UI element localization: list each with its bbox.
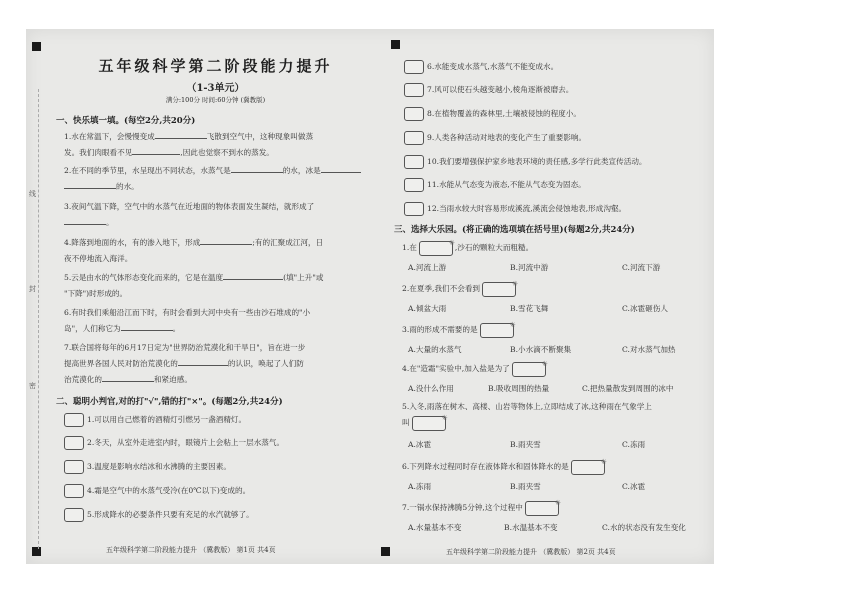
judge-item — [64, 435, 369, 451]
mc-option-c[interactable]: C.河流下游 — [622, 263, 661, 272]
section-3-heading: 三、选择大乐园。(将正确的选项填在括号里)(每题2分,共24分) — [394, 225, 635, 235]
mc-option-c[interactable]: C.把热量散发到周围的冰中 — [582, 384, 674, 393]
q1-text-d: ,因此也觉察不到水的蒸发。 — [180, 148, 274, 157]
mc-option-a[interactable]: A.大量的水蒸气 — [408, 345, 462, 354]
question-7 — [64, 340, 369, 388]
judge-answer-box[interactable] — [64, 436, 84, 450]
binding-label-seal: 封 — [29, 285, 36, 293]
judge-answer-box[interactable] — [404, 60, 424, 74]
exam-sheet — [26, 29, 714, 564]
mc-answer-box[interactable] — [512, 362, 546, 377]
mc-option-b[interactable]: B.雨夹雪 — [510, 440, 541, 449]
judge-answer-box[interactable] — [64, 484, 84, 498]
mc-option-b[interactable]: B.雨夹雪 — [510, 482, 541, 491]
q1-blank-1[interactable] — [155, 129, 207, 139]
mc-stem: 7.一锅水保持沸腾5分钟,这个过程中 — [402, 503, 523, 512]
question-5 — [64, 270, 369, 302]
page-1-footer: 五年级科学第二阶段能力提升 （冀教版） 第1页 共4页 — [106, 546, 276, 554]
q2-blank-3[interactable] — [64, 179, 116, 189]
judge-item — [64, 507, 369, 523]
judge-item — [404, 130, 709, 146]
q5-text-c: "下降")时形成的。 — [64, 289, 128, 298]
mc-options-7 — [408, 520, 714, 536]
mc-option-c[interactable]: C.水的状态没有发生变化 — [602, 523, 686, 532]
mc-options-6 — [408, 479, 714, 495]
q1-text-c: 发。我们肉眼看不见 — [64, 148, 133, 157]
judge-answer-box[interactable] — [404, 131, 424, 145]
q6-text-c: 。 — [172, 324, 181, 333]
q1-text-a: 1.水在常温下，会慢慢变成 — [64, 132, 155, 141]
mc-answer-box[interactable] — [482, 282, 516, 297]
page-1 — [26, 29, 381, 564]
judge-item — [404, 177, 709, 193]
binding-label-secret: 密 — [29, 382, 36, 390]
q4-text-a: 4.降落到地面的水，有的渗入地下，形成 — [64, 238, 201, 247]
q2-blank-2[interactable] — [321, 163, 361, 173]
q7-blank-2[interactable] — [102, 372, 154, 382]
page-2-footer: 五年级科学第二阶段能力提升 （冀教版） 第2页 共4页 — [446, 548, 616, 556]
judge-item — [404, 59, 709, 75]
page-2 — [388, 29, 714, 564]
binding-line — [38, 89, 39, 549]
mc-stem: 6.下列降水过程同时存在液体降水和固体降水的是 — [402, 462, 569, 471]
mc-answer-box[interactable] — [525, 501, 559, 516]
mc-option-b[interactable]: B.雪花飞舞 — [510, 304, 549, 313]
judge-text: 11.水能从气态变为液态,不能从气态变为固态。 — [427, 180, 586, 189]
q7-blank-1[interactable] — [178, 356, 228, 366]
mc-stem: 4.在"造霜"实验中,加入盐是为了 — [402, 364, 510, 373]
q2-text-a: 2.在不同的季节里，水呈现出不同状态，水蒸气是 — [64, 166, 231, 175]
mc-question-1 — [402, 240, 712, 256]
judge-text: 1.可以用自己燃着的酒精灯引燃另一盏酒精灯。 — [87, 415, 247, 424]
judge-item — [64, 412, 369, 428]
judge-item — [404, 154, 709, 170]
q1-blank-2[interactable] — [132, 145, 180, 155]
question-3 — [64, 199, 369, 231]
mc-answer-box[interactable] — [480, 323, 514, 338]
judge-text: 12.当雨水较大时容易形成溪流,溪流会侵蚀地表,形成沟壑。 — [427, 204, 627, 213]
exam-meta: 满分:100分 时间:60分钟 (冀教版) — [165, 96, 266, 104]
q7-text-e: 和紧迫感。 — [153, 375, 192, 384]
q3-text-b: 。 — [106, 218, 114, 227]
q7-text-a: 7.联合国将每年的6月17日定为"世界防治荒漠化和干旱日"，旨在进一步 — [64, 343, 306, 352]
mc-option-a[interactable]: A.倾盆大雨 — [408, 304, 447, 313]
q2-blank-1[interactable] — [231, 163, 283, 173]
mc-question-4 — [402, 361, 712, 377]
mc-stem-tail: ,沙石的颗粒大而粗糙。 — [454, 243, 534, 252]
mc-question-6 — [402, 459, 712, 475]
page-title: 五年级科学第二阶段能力提升 — [98, 57, 333, 75]
mc-stem-tail: 叫 — [402, 418, 410, 427]
question-1 — [64, 129, 369, 161]
q7-text-c: 的认识，唤起了人们防 — [227, 359, 304, 368]
mc-option-a[interactable]: A.冰雹 — [408, 440, 432, 449]
question-2 — [64, 163, 369, 195]
mc-option-a[interactable]: A.水量基本不变 — [408, 523, 462, 532]
mc-option-c[interactable]: C.冰雹 — [622, 482, 646, 491]
mc-option-a[interactable]: A.没什么作用 — [408, 384, 454, 393]
judge-answer-box[interactable] — [64, 508, 84, 522]
mc-option-b[interactable]: B.吸收周围的热量 — [488, 384, 550, 393]
mc-answer-box[interactable] — [571, 460, 605, 475]
judge-answer-box[interactable] — [64, 413, 84, 427]
mc-option-a[interactable]: A.冻雨 — [408, 482, 432, 491]
mc-option-a[interactable]: A.河流上游 — [408, 263, 447, 272]
q5-blank[interactable] — [223, 270, 283, 280]
judge-text: 6.水能变成水蒸气,水蒸气不能变成水。 — [427, 62, 559, 71]
mc-stem: 1.在 — [402, 243, 417, 252]
mc-option-b[interactable]: B.河流中游 — [510, 263, 549, 272]
mc-question-5 — [402, 399, 714, 431]
judge-text: 8.在植物覆盖的森林里,土壤被侵蚀的程度小。 — [427, 109, 581, 118]
judge-item — [64, 459, 369, 475]
q2-text-c: 的水。 — [116, 182, 139, 191]
q5-text-a: 5.云是由水的气体形态变化而来的，它是在温度 — [64, 273, 224, 282]
judge-item — [404, 201, 709, 217]
judge-text: 2.冬天，从室外走进室内时，眼镜片上会粘上一层水蒸气。 — [87, 438, 285, 447]
judge-text: 9.人类各种活动对地表的变化产生了重要影响。 — [427, 133, 587, 142]
mc-options-2 — [408, 301, 714, 317]
q6-blank[interactable] — [121, 321, 173, 331]
mc-stem: 5.入冬,雨落在树木、高楼、山岩等物体上,立即结成了冰,这种雨在气象学上 — [402, 402, 652, 411]
mc-options-4 — [408, 381, 714, 397]
judge-item — [404, 82, 709, 98]
mc-stem: 2.在夏季,我们不会看到 — [402, 284, 481, 293]
q2-text-b: 的水，冰是 — [282, 166, 321, 175]
section-2-heading: 二、聪明小判官,对的打"√",错的打"×"。(每题2分,共24分) — [56, 397, 283, 407]
judge-text: 3.温度是影响水结冰和水沸腾的主要因素。 — [87, 462, 231, 471]
mc-option-b[interactable]: B.小水滴不断聚集 — [510, 345, 572, 354]
judge-answer-box[interactable] — [404, 178, 424, 192]
q1-text-b: 飞散到空气中，这种现象叫做蒸 — [206, 132, 314, 141]
mc-option-c[interactable]: C.冰雹砸伤人 — [622, 304, 668, 313]
section-1-heading: 一、快乐填一填。(每空2分,共20分) — [56, 116, 196, 126]
mc-answer-box[interactable] — [412, 416, 446, 431]
q3-text-a: 3.夜间气温下降，空气中的水蒸气在近地面的物体表面发生凝结，就形成了 — [64, 202, 315, 211]
mc-options-3 — [408, 342, 714, 358]
question-6 — [64, 305, 369, 337]
judge-answer-box[interactable] — [404, 155, 424, 169]
mc-options-1 — [408, 260, 714, 276]
q6-text-b: 岛"，人们称它为 — [64, 324, 121, 333]
judge-answer-box[interactable] — [64, 460, 84, 474]
judge-answer-box[interactable] — [404, 202, 424, 216]
q6-text-a: 6.有时我们乘船沿江而下时，有时会看到大河中央有一些由沙石堆成的"小 — [64, 308, 311, 317]
page-subtitle: （1-3单元） — [186, 83, 245, 94]
judge-answer-box[interactable] — [404, 83, 424, 97]
judge-text: 7.风可以使石头越变越小,棱角逐渐被磨去。 — [427, 85, 574, 94]
question-4 — [64, 235, 369, 267]
q7-text-b: 提高世界各国人民对防治荒漠化的 — [64, 359, 178, 368]
judge-item — [64, 483, 369, 499]
judge-answer-box[interactable] — [404, 107, 424, 121]
q3-blank[interactable] — [64, 215, 106, 225]
mc-option-c[interactable]: C.对水蒸气加热 — [622, 345, 676, 354]
mc-option-b[interactable]: B.水温基本不变 — [504, 523, 558, 532]
judge-text: 10.我们要增强保护家乡地表环境的责任感,多学行此类宣传活动。 — [427, 157, 647, 166]
judge-item — [404, 106, 709, 122]
mc-option-c[interactable]: C.冻雨 — [622, 440, 646, 449]
mc-question-7 — [402, 500, 712, 516]
q4-text-b: ;有的汇聚成江河，日 — [252, 238, 324, 247]
q4-blank[interactable] — [200, 235, 252, 245]
mc-options-5 — [408, 437, 714, 453]
judge-text: 5.形成降水的必要条件只要有充足的水汽就够了。 — [87, 510, 254, 519]
mc-answer-box[interactable] — [419, 241, 453, 256]
q7-text-d: 治荒漠化的 — [64, 375, 102, 384]
q4-text-c: 夜不停地流入海洋。 — [64, 254, 133, 263]
judge-text: 4.霜是空气中的水蒸气受冷(在0℃以下)变成的。 — [87, 486, 251, 495]
q5-text-b: (填"上升"或 — [283, 273, 324, 282]
binding-label-line: 线 — [29, 190, 36, 198]
mc-question-2 — [402, 281, 712, 297]
mc-stem: 3.雨的形成不需要的是 — [402, 325, 478, 334]
mc-question-3 — [402, 322, 712, 338]
